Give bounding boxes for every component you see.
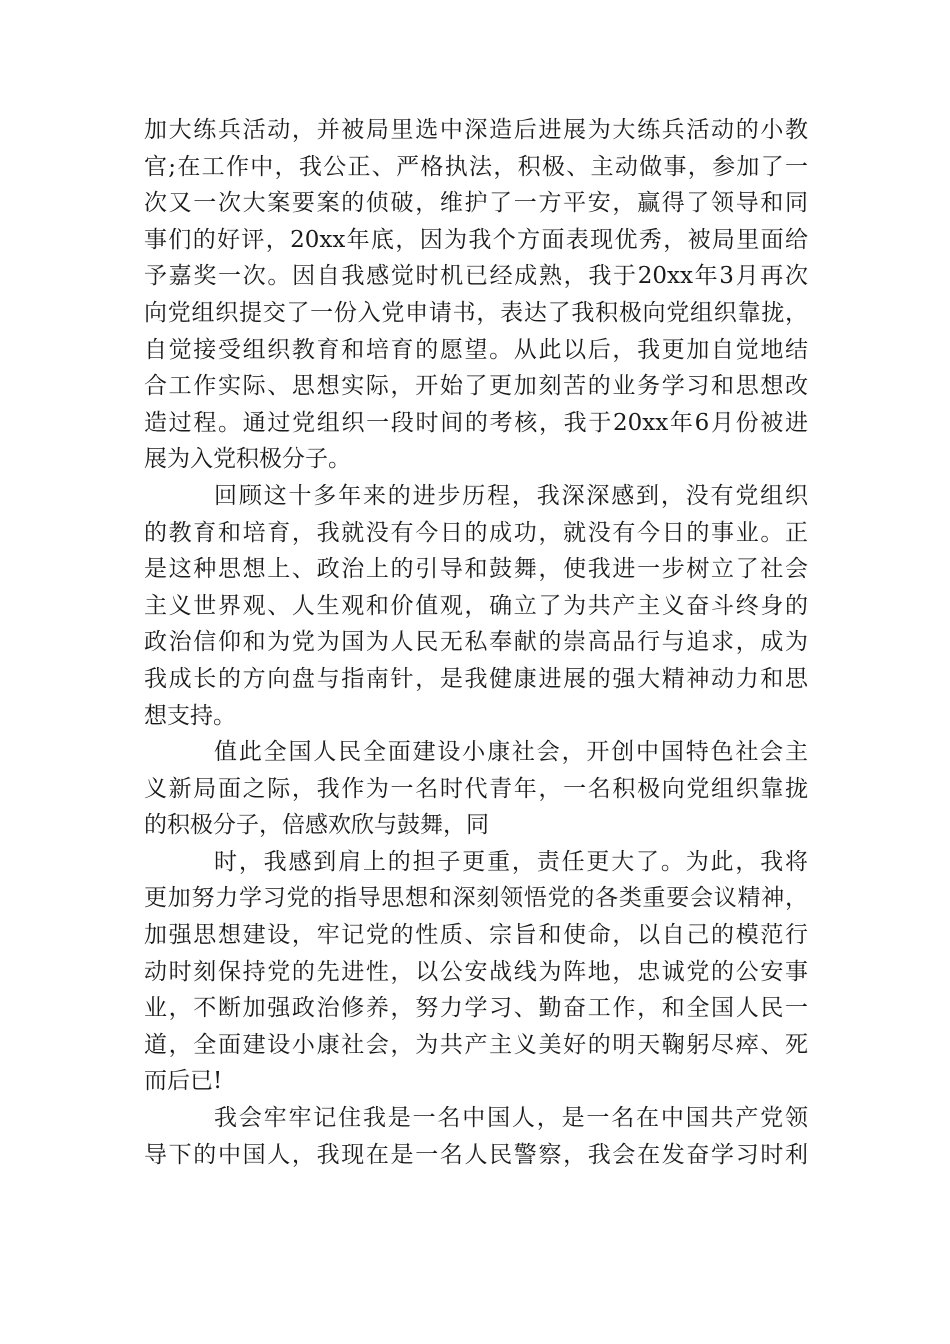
text-line: 想支持。 xyxy=(144,702,236,729)
text-line: 动时刻保持党的先进性，以公安战线为阵地，忠诚党的公安事 xyxy=(144,958,808,985)
text-line: 展为入党积极分子。 xyxy=(144,446,351,473)
text-line: 时，我感到肩上的担子更重，责任更大了。为此，我将 xyxy=(214,848,808,875)
paragraph-4 xyxy=(144,844,808,1100)
text-line: 加强思想建设，牢记党的性质、宗旨和使命，以自己的模范行 xyxy=(144,922,808,949)
paragraph-1 xyxy=(144,112,808,478)
text-line: 自觉接受组织教育和培育的愿望。从此以后，我更加自觉地结 xyxy=(144,336,808,363)
text-line: 导下的中国人，我现在是一名人民警察，我会在发奋学习时利 xyxy=(144,1141,808,1168)
text-line: 主义世界观、人生观和价值观，确立了为共产主义奋斗终身的 xyxy=(144,592,808,619)
text-line: 予嘉奖一次。因自我感觉时机已经成熟，我于20xx年3月再次 xyxy=(144,263,808,290)
text-line: 的积极分子，倍感欢欣与鼓舞，同 xyxy=(144,812,489,839)
text-line: 回顾这十多年来的进步历程，我深深感到，没有党组织 xyxy=(214,482,808,509)
document-body xyxy=(144,112,808,1173)
text-line: 的教育和培育，我就没有今日的成功，就没有今日的事业。正 xyxy=(144,519,808,546)
paragraph-2 xyxy=(144,478,808,734)
paragraph-3 xyxy=(144,734,808,844)
text-line: 政治信仰和为党为国为人民无私奉献的崇高品行与追求，成为 xyxy=(144,629,808,656)
text-line: 我会牢牢记住我是一名中国人，是一名在中国共产党领 xyxy=(214,1105,808,1132)
text-line: 更加努力学习党的指导思想和深刻领悟党的各类重要会议精神， xyxy=(144,885,808,912)
text-line: 官;在工作中，我公正、严格执法，积极、主动做事，参加了一 xyxy=(144,153,808,180)
text-line: 是这种思想上、政治上的引导和鼓舞，使我进一步树立了社会 xyxy=(144,556,808,583)
text-line: 加大练兵活动，并被局里选中深造后进展为大练兵活动的小教 xyxy=(144,117,808,143)
text-line: 事们的好评，20xx年底，因为我个方面表现优秀，被局里面给 xyxy=(144,226,808,253)
text-line: 值此全国人民全面建设小康社会，开创中国特色社会主 xyxy=(214,739,808,766)
text-line: 向党组织提交了一份入党申请书，表达了我积极向党组织靠拢， xyxy=(144,299,808,326)
text-line: 我成长的方向盘与指南针，是我健康进展的强大精神动力和思 xyxy=(144,665,808,692)
text-line: 造过程。通过党组织一段时间的考核，我于20xx年6月份被进 xyxy=(144,409,808,436)
text-line: 义新局面之际，我作为一名时代青年，一名积极向党组织靠拢 xyxy=(144,775,808,802)
text-line: 次又一次大案要案的侦破，维护了一方平安，赢得了领导和同 xyxy=(144,190,808,217)
text-line: 业，不断加强政治修养，努力学习、勤奋工作，和全国人民一 xyxy=(144,995,808,1022)
text-line: 道，全面建设小康社会，为共产主义美好的明天鞠躬尽瘁、死 xyxy=(144,1031,808,1058)
text-line: 而后已! xyxy=(144,1068,223,1095)
paragraph-5 xyxy=(144,1100,808,1173)
text-line: 合工作实际、思想实际，开始了更加刻苦的业务学习和思想改 xyxy=(144,373,808,400)
